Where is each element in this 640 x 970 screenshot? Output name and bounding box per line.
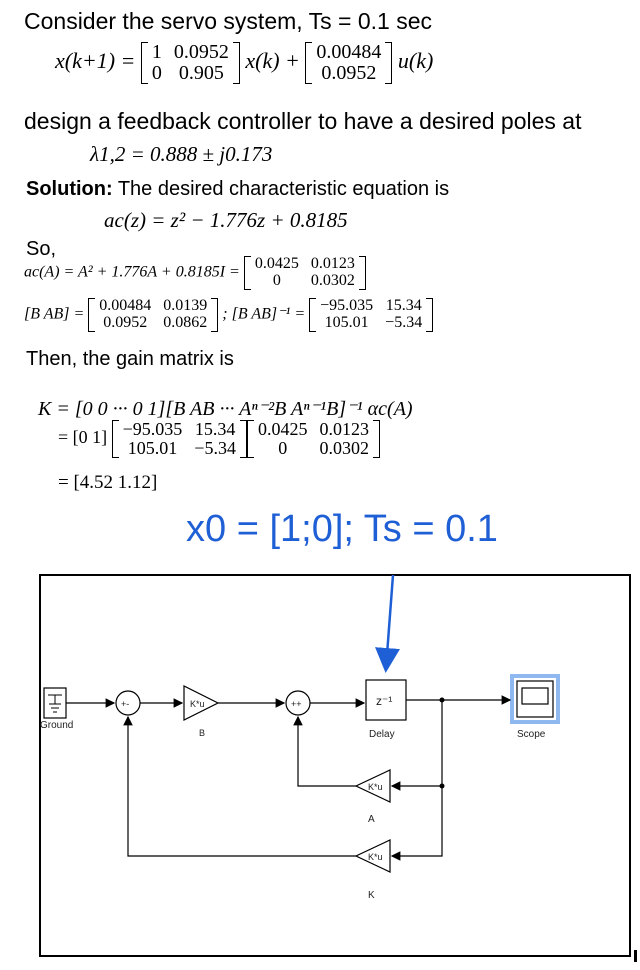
- matrix-cell: 0.0425: [254, 255, 299, 272]
- gain-a-block[interactable]: [356, 770, 390, 802]
- ground-label: Ground: [40, 720, 74, 731]
- matrix-cell: 0.0123: [319, 419, 369, 439]
- annotation-arrow: [386, 575, 393, 668]
- solution-text: The desired characteristic equation is: [112, 178, 450, 200]
- so-label: So,: [26, 238, 57, 260]
- problem-statement-line1: Consider the servo system, Ts = 0.1 sec: [24, 8, 433, 34]
- x0-caption: x0 = [1;0]; Ts = 0.1: [186, 508, 498, 550]
- characteristic-equation: ac(z) = z² − 1.776z + 0.8185: [104, 208, 348, 232]
- solution-label: Solution:: [26, 178, 113, 200]
- branch-point: [440, 784, 445, 789]
- delay-label: Delay: [369, 729, 395, 740]
- desired-poles: λ1,2 = 0.888 ± j0.173: [90, 142, 273, 166]
- matrix-cell: −95.035: [320, 297, 374, 314]
- ground-block[interactable]: [44, 688, 66, 718]
- matrix-cell: 15.34: [194, 419, 236, 439]
- sum1-block[interactable]: [116, 691, 140, 715]
- ctrl-lhs: [B AB] =: [24, 305, 85, 323]
- matrix-b-cell: 0.00484: [316, 41, 382, 63]
- scope-block[interactable]: [512, 676, 558, 722]
- scope-label: Scope: [517, 729, 546, 740]
- delay-glyph: z⁻¹: [376, 694, 393, 708]
- delay-block[interactable]: [366, 680, 406, 720]
- matrix-cell: −5.34: [194, 437, 236, 458]
- gain-b-glyph: K*u: [190, 699, 205, 709]
- matrix-cell: 0.0302: [319, 437, 369, 458]
- sum2-block[interactable]: [286, 691, 310, 715]
- signal-lines: [66, 700, 510, 856]
- matrix-cell: 0: [278, 437, 288, 458]
- gain-k-label: K: [368, 890, 375, 901]
- gain-b-label: B: [199, 728, 206, 738]
- problem-statement-line3: design a feedback controller to have a desired poles at: [24, 108, 582, 134]
- frame-marker: [634, 950, 637, 962]
- matrix-a-cell: 0.905: [178, 62, 224, 84]
- matrix-cell: 105.01: [324, 313, 369, 331]
- state-lhs: x(k+1) =: [55, 48, 136, 74]
- gain-formula: K = [0 0 ··· 0 1][B AB ··· Aⁿ⁻²B Aⁿ⁻¹B]⁻¹ αc(A): [38, 398, 413, 420]
- matrix-b-cell: 0.0952: [321, 62, 377, 84]
- sum1-signs: +-: [121, 699, 130, 709]
- gain-a-label: A: [368, 814, 375, 825]
- matrix-cell: 0.0302: [310, 271, 355, 289]
- gain-row2-lhs: = [0 1]: [58, 427, 108, 448]
- sum2-signs: ++: [291, 699, 302, 709]
- matrix-cell: 0.0952: [103, 313, 148, 331]
- matrix-cell: 0.00484: [99, 297, 152, 314]
- matrix-a-cell: 0: [151, 62, 162, 84]
- matrix-cell: −5.34: [385, 313, 423, 331]
- gain-result: = [4.52 1.12]: [58, 472, 158, 493]
- gain-k-block[interactable]: [356, 840, 390, 872]
- matrix-cell: 0.0139: [163, 297, 208, 314]
- state-xk: x(k) +: [245, 48, 300, 74]
- matrix-cell: −95.035: [122, 419, 183, 439]
- ctrl-inv-lhs: ; [B AB]⁻¹ =: [222, 305, 306, 323]
- matrix-cell: 0.0123: [310, 255, 355, 272]
- then-label: Then, the gain matrix is: [26, 348, 234, 370]
- gain-k-glyph: K*u: [368, 852, 383, 862]
- matrix-cell: 0: [272, 271, 281, 289]
- matrix-cell: 0.0862: [163, 313, 208, 331]
- state-uk: u(k): [397, 48, 434, 74]
- matrix-a-cell: 1: [151, 41, 162, 63]
- matrix-cell: 105.01: [127, 437, 178, 458]
- matrix-a-cell: 0.0952: [173, 41, 229, 63]
- gain-a-glyph: K*u: [368, 782, 383, 792]
- gain-b-block[interactable]: [184, 686, 218, 720]
- matrix-cell: 15.34: [385, 297, 422, 314]
- branch-point: [440, 698, 445, 703]
- matrix-cell: 0.0425: [257, 419, 308, 439]
- ac-of-a-lhs: ac(A) = A² + 1.776A + 0.8185I =: [24, 263, 240, 281]
